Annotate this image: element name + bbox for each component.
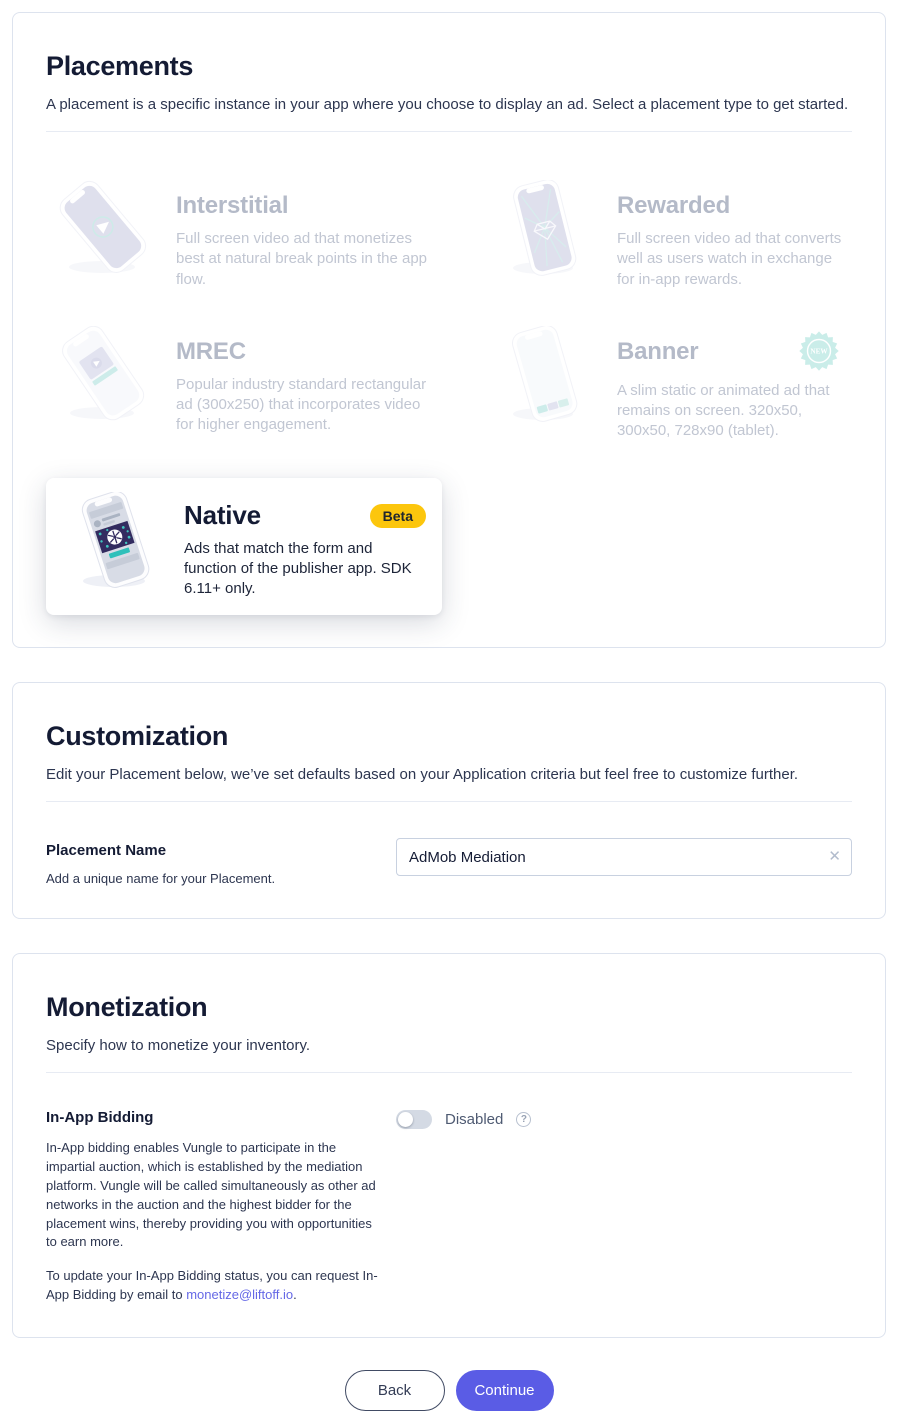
divider [46,801,852,802]
new-badge [798,330,840,372]
divider [46,1072,852,1073]
toggle-knob [398,1112,413,1127]
monetization-card [12,953,886,1338]
monetization-title: Monetization [46,992,208,1023]
placement-name-input[interactable] [396,838,852,876]
monetization-subtitle: Specify how to monetize your inventory. [46,1037,311,1055]
mrec-phone-illustration [46,326,158,424]
divider [46,131,852,132]
option-title: Native [184,499,261,530]
in-app-bidding-description: In-App bidding enables Vungle to participate in the impartial auction, which is established by the mediation platform. Vungle will be called simultaneously as other ad networks in the auction and the highest bidder for the placement wins, thereby providing you with opportunities to earn more. [46,1140,376,1250]
option-description: Popular industry standard rectangular ad (300x250) that incorporates video for higher engagement. [176,375,427,434]
placement-option-banner[interactable] [487,326,852,442]
help-icon[interactable]: ? [516,1112,531,1127]
placements-title: Placements [46,51,194,81]
clear-input-icon[interactable]: ✕ [828,848,841,866]
customization-card [12,682,886,919]
in-app-bidding-request: To update your In-App Bidding status, you can request In-App Bidding by email to monetize@liftoff.io. [46,1268,378,1303]
beta-badge: Beta [370,504,426,528]
interstitial-phone-illustration [46,180,158,278]
customization-subtitle: Edit your Placement below, we’ve set defaults based on your Application criteria but feel free to customize further. [46,766,799,784]
option-description: Ads that match the form and function of the publisher app. SDK 6.11+ only. [184,539,412,597]
placements-card [12,12,886,648]
option-description: Full screen video ad that monetizes best at natural break points in the app flow. [176,230,428,288]
placement-option-interstitial[interactable] [46,180,441,290]
native-phone-illustration [58,492,170,590]
placement-option-rewarded[interactable] [487,180,852,290]
in-app-bidding-label: In-App Bidding [46,1109,154,1127]
placement-options-row-1 [46,180,852,290]
option-title: Banner [616,337,699,365]
option-description: Full screen video ad that converts well as users watch in exchange for in-app rewards. [616,230,842,288]
placement-options-row-3 [46,478,852,616]
bidding-request-text: To update your In-App Bidding status, you can request In-App Bidding by email to [46,1268,378,1303]
placement-option-mrec[interactable] [46,326,441,442]
customization-title: Customization [46,721,229,752]
banner-phone-illustration [487,326,599,424]
placement-option-native[interactable] [46,478,442,616]
placement-name-row [46,838,852,886]
option-title: MREC [176,337,246,365]
option-title: Interstitial [176,192,289,219]
placement-options-row-2 [46,326,852,442]
rewarded-phone-illustration [487,180,599,278]
option-title: Rewarded [616,192,731,219]
footer-actions [12,1370,886,1411]
option-description: A slim static or animated ad that remains on screen. 320x50, 300x50, 728x90 (tablet). [616,381,830,440]
placement-name-help: Add a unique name for your Placement. [46,871,276,887]
placements-subtitle: A placement is a specific instance in your app where you choose to display an ad. Select a placement type to get started. [46,96,849,113]
in-app-bidding-row [46,1109,852,1305]
bidding-email-link[interactable]: monetize@liftoff.io [186,1287,294,1303]
in-app-bidding-toggle[interactable] [396,1110,432,1129]
back-button[interactable]: Back [345,1370,445,1411]
bidding-status-text: Disabled [445,1111,504,1129]
svg-text:NEW: NEW [810,347,828,356]
continue-button[interactable]: Continue [456,1370,554,1411]
placement-name-label: Placement Name [46,842,167,860]
